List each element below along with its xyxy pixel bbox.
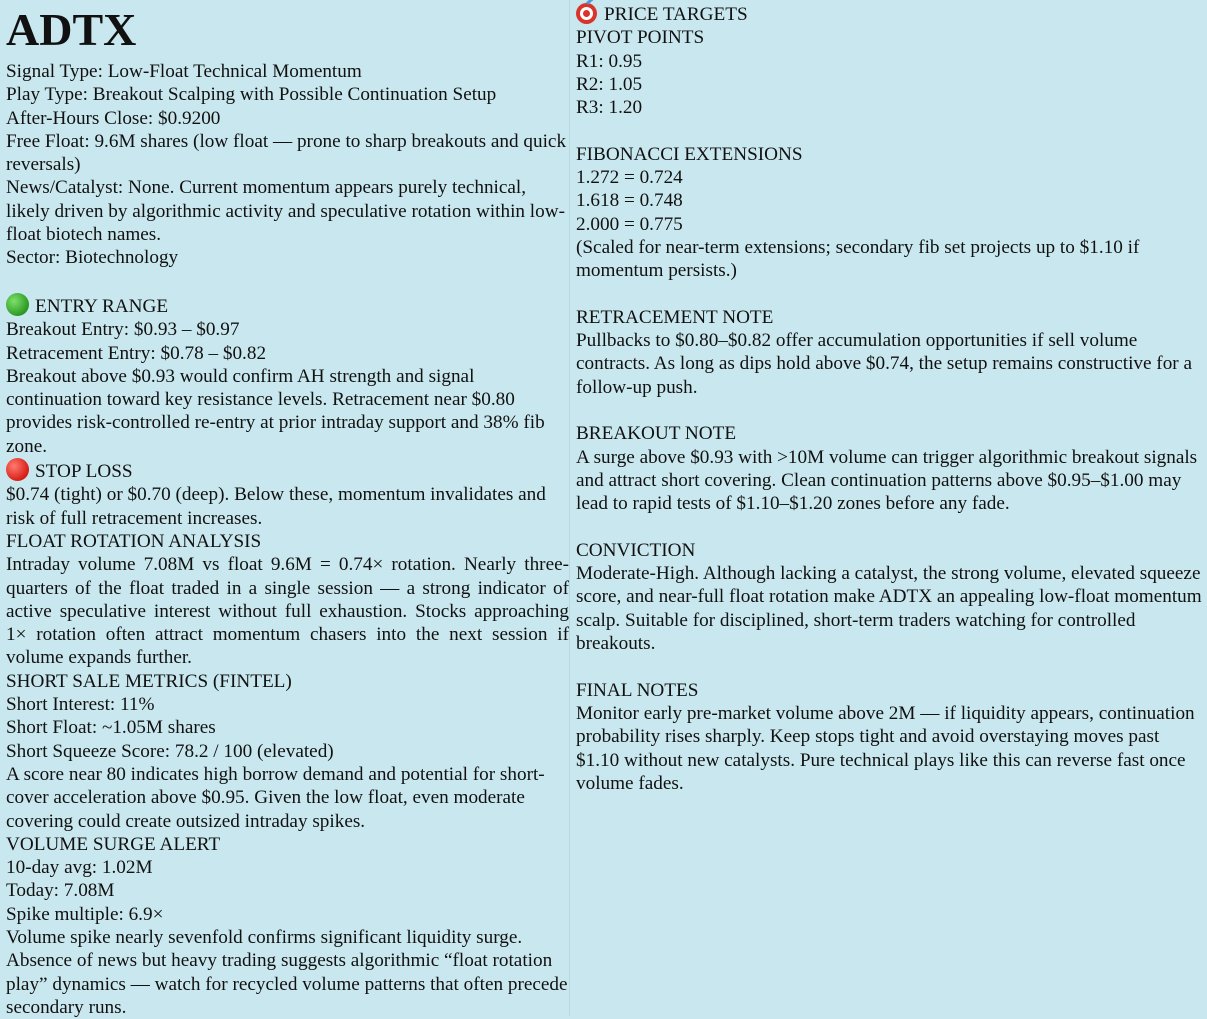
fib-level-1: 1.272 = 0.724	[576, 167, 683, 189]
retracement-entry: Retracement Entry: $0.78 – $0.82	[6, 342, 267, 364]
price-targets-title: PRICE TARGETS	[604, 4, 748, 25]
right-column	[570, 0, 1207, 1016]
pivot-r1: R1: 0.95	[576, 50, 643, 72]
green-circle-icon	[6, 293, 29, 316]
float-rotation-heading: FLOAT ROTATION ANALYSIS	[6, 530, 262, 552]
signal-type: Signal Type: Low-Float Technical Momentum	[6, 61, 362, 82]
volume-surge-heading: VOLUME SURGE ALERT	[6, 833, 221, 855]
sector: Sector: Biotechnology	[6, 247, 179, 269]
left-column	[0, 0, 570, 1016]
breakout-note-text: A surge above $0.93 with >10M volume can trigger algorithmic breakout signals and attract short covering. Clean continuation patterns above $0.95–$1.00 may lead to rapid tests of $1.10–$1.20 zones before any fade.	[576, 446, 1198, 515]
ticker-title: ADTX	[6, 4, 137, 55]
pivot-r2: R2: 1.05	[576, 73, 643, 95]
conviction-heading: CONVICTION	[576, 539, 696, 561]
pivot-r3: R3: 1.20	[576, 97, 643, 119]
play-type: Play Type: Breakout Scalping with Possible Continuation Setup	[6, 84, 497, 106]
free-float: Free Float: 9.6M shares (low float — prone to sharp breakouts and quick reversals)	[6, 130, 567, 176]
breakout-entry: Breakout Entry: $0.93 – $0.97	[6, 319, 240, 341]
volume-ten-day-avg: 10-day avg: 1.02M	[6, 857, 153, 879]
price-targets-heading	[576, 2, 1203, 26]
float-rotation-text: Intraday volume 7.08M vs float 9.6M = 0.74× rotation. Nearly three-quarters of the float traded in a single session — a strong indicator of active speculative interest without full exhaustion. Stocks approaching 1× rotation often attract momentum chasers into the next session if volume expands further.	[6, 554, 569, 669]
after-hours-close: After-Hours Close: $0.9200	[6, 107, 221, 129]
short-squeeze-score: Short Squeeze Score: 78.2 / 100 (elevated)	[6, 740, 334, 762]
fib-level-2: 1.618 = 0.748	[576, 190, 683, 212]
short-sale-heading: SHORT SALE METRICS (FINTEL)	[6, 670, 292, 692]
pivot-points-heading: PIVOT POINTS	[576, 27, 705, 49]
volume-surge-text: Volume spike nearly sevenfold confirms significant liquidity surge. Absence of news but heavy trading suggests algorithmic “float rotation play” dynamics — watch for recycled volume patterns that often precede secondary runs.	[6, 926, 568, 1018]
stop-loss-heading	[6, 458, 569, 483]
retracement-note-text: Pullbacks to $0.80–$0.82 offer accumulation opportunities if sell volume contracts. As long as dips hold above $0.74, the setup remains constructive for a follow-up push.	[576, 330, 1192, 398]
retracement-note-heading: RETRACEMENT NOTE	[576, 306, 774, 328]
red-circle-icon	[6, 458, 29, 481]
short-interest: Short Interest: 11%	[6, 694, 155, 716]
entry-description: Breakout above $0.93 would confirm AH strength and signal continuation toward key resistance levels. Retracement near $0.80 provides risk-controlled re-entry at prior intraday support and 38% fib zone.	[6, 365, 545, 457]
short-sale-text: A score near 80 indicates high borrow demand and potential for short-cover acceleration above $0.95. Given the low float, even moderate covering could create outsized intraday spikes.	[6, 763, 545, 832]
short-float: Short Float: ~1.05M shares	[6, 717, 216, 739]
conviction-text: Moderate-High. Although lacking a catalyst, the strong volume, elevated squeeze score, and near-full float rotation make ADTX an appealing low-float momentum scalp. Suitable for disciplined, short-term traders watching for controlled breakouts.	[576, 563, 1202, 655]
entry-range-heading	[6, 293, 569, 318]
final-notes-text: Monitor early pre-market volume above 2M — if liquidity appears, continuation probability rises sharply. Keep stops tight and avoid overstaying moves past $1.10 without new catalysts. Pure technical plays like this can reverse fast once volume fades.	[576, 702, 1195, 794]
final-notes-heading: FINAL NOTES	[576, 679, 699, 701]
fib-level-3: 2.000 = 0.775	[576, 213, 683, 235]
target-icon	[576, 2, 598, 24]
fibonacci-heading: FIBONACCI EXTENSIONS	[576, 143, 803, 165]
stop-loss-text: $0.74 (tight) or $0.70 (deep). Below these, momentum invalidates and risk of full retracement increases.	[6, 484, 546, 529]
volume-today: Today: 7.08M	[6, 880, 115, 902]
stop-loss-title: STOP LOSS	[35, 461, 133, 483]
entry-range-title: ENTRY RANGE	[35, 295, 169, 317]
volume-spike-multiple: Spike multiple: 6.9×	[6, 903, 164, 925]
breakout-note-heading: BREAKOUT NOTE	[576, 423, 737, 445]
fib-note: (Scaled for near-term extensions; secondary fib set projects up to $1.10 if momentum persists.)	[576, 236, 1140, 282]
news-catalyst: News/Catalyst: None. Current momentum appears purely technical, likely driven by algorithmic activity and speculative rotation within low-float biotech names.	[6, 177, 565, 246]
